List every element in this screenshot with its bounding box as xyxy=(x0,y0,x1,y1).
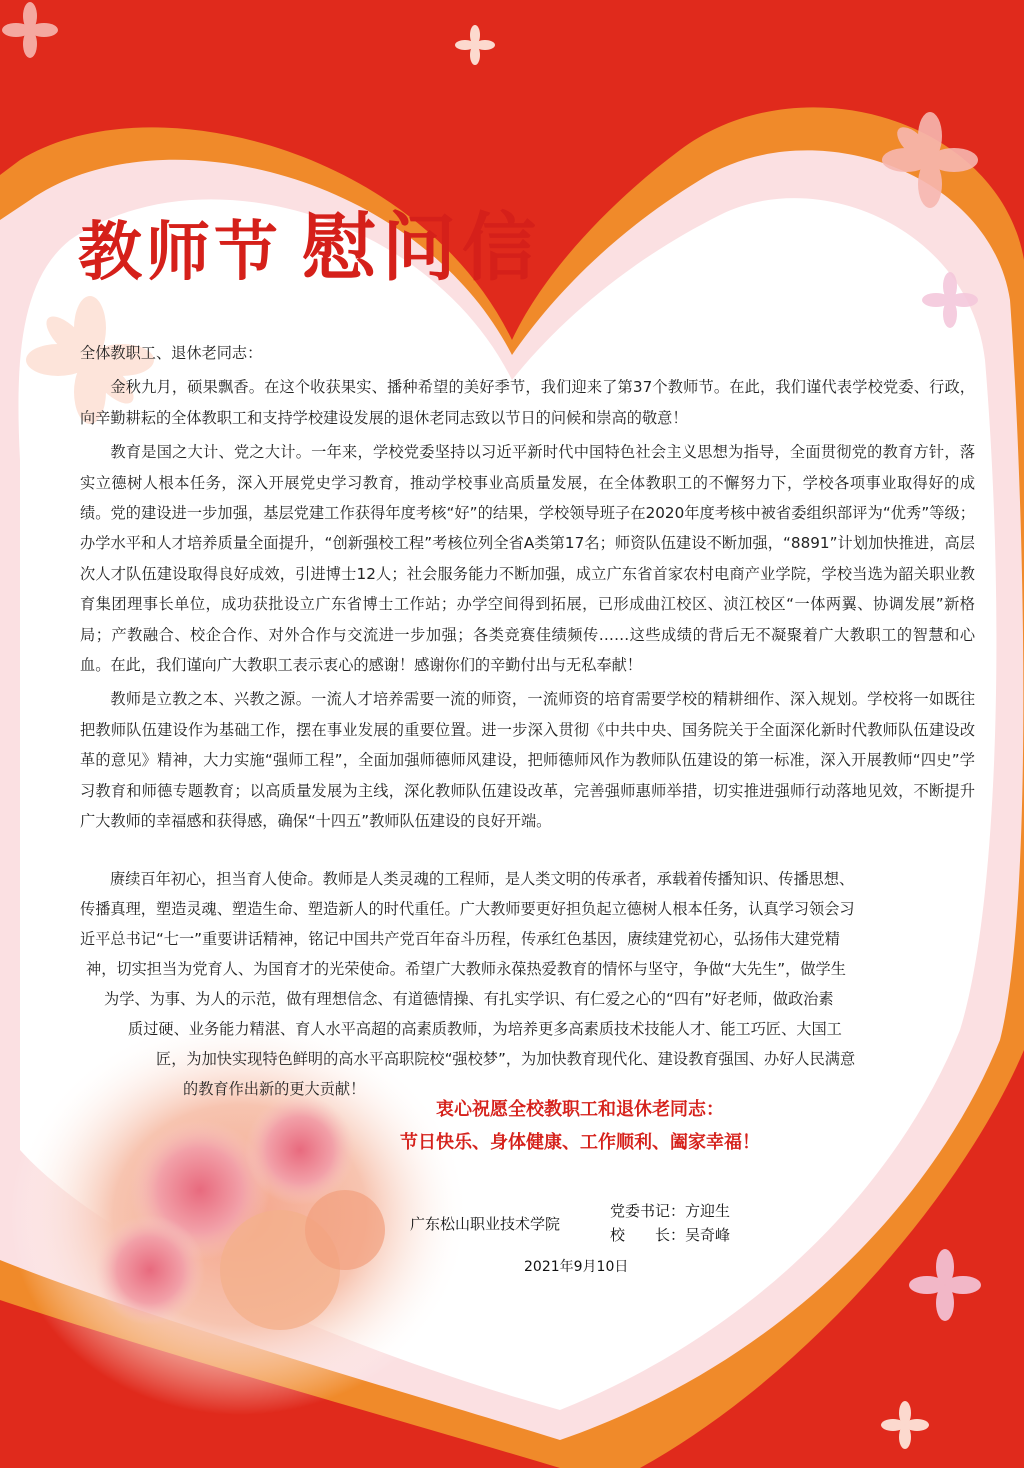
paragraph-4-line: 近平总书记“七一”重要讲话精神，铭记中国共产党百年奋斗历程，传承红色基因，赓续建党初心，弘扬伟大建党精 xyxy=(80,930,840,948)
title-condolence-letter: 慰问信 xyxy=(302,205,542,291)
paragraph-1: 金秋九月，硕果飘香。在这个收获果实、播种希望的美好季节，我们迎来了第37个教师节。在此，我们谨代表学校党委、行政，向辛勤耕耘的全体教职工和支持学校建设发展的退休老同志致以节日的问候和崇高的敬意！ xyxy=(80,378,975,427)
wish-line-1: 衷心祝愿全校教职工和退休老同志： xyxy=(436,1099,724,1120)
salutation: 全体教职工、退休老同志： xyxy=(80,344,263,362)
paragraph-3: 教师是立教之本、兴教之源。一流人才培养需要一流的师资，一流师资的培育需要学校的精耕细作、深入规划。学校将一如既往把教师队伍建设作为基础工作，摆在事业发展的重要位置。进一步深入贯彻《中共中央、国务院关于全面深化新时代教师队伍建设改革的意见》精神，大力实施“强师工程”，全面加强师德师风建设，把师德师风作为教师队伍建设的第一标准，深入开展教师“四史”学习教育和师德专题教育；以高质量发展为主线，深化教师队伍建设改革，完善强师惠师举措，切实推进强师行动落地见效，不断提升广大教师的幸福感和获得感，确保“十四五”教师队伍建设的良好开端。 xyxy=(80,690,975,831)
letter-date: 2021年9月10日 xyxy=(524,1259,629,1275)
page-title xyxy=(78,195,542,291)
school-name: 广东松山职业技术学院 xyxy=(410,1215,561,1233)
paragraph-4-line: 质过硬、业务能力精湛、育人水平高超的高素质教师，为培养更多高素质技术技能人才、能工巧匠、大国工 xyxy=(128,1020,842,1038)
paragraph-4-line: 匠，为加快实现特色鲜明的高水平高职院校“强校梦”，为加快教育现代化、建设教育强国、办好人民满意 xyxy=(156,1050,856,1068)
president: 校 长：吴奇峰 xyxy=(610,1226,731,1244)
paragraph-4-line: 为学、为事、为人的示范，做有理想信念、有道德情操、有扎实学识、有仁爱之心的“四有”好老师，做政治素 xyxy=(104,990,834,1008)
letter-body xyxy=(80,338,975,841)
party-secretary: 党委书记：方迎生 xyxy=(610,1202,731,1220)
paragraph-4-line: 的教育作出新的更大贡献！ xyxy=(183,1080,366,1098)
paragraph-4-line: 赓续百年初心，担当育人使命。教师是人类灵魂的工程师，是人类文明的传承者，承载着传播知识、传播思想、 xyxy=(110,870,855,888)
wish-line-2: 节日快乐、身体健康、工作顺利、阖家幸福！ xyxy=(400,1132,760,1153)
paragraph-4-line: 传播真理，塑造灵魂、塑造生命、塑造新人的时代重任。广大教师要更好担负起立德树人根本任务，认真学习领会习 xyxy=(80,900,855,918)
paragraph-2: 教育是国之大计、党之大计。一年来，学校党委坚持以习近平新时代中国特色社会主义思想为指导，全面贯彻党的教育方针，落实立德树人根本任务，深入开展党史学习教育，推动学校事业高质量发展，在全体教职工的不懈努力下，学校各项事业取得好的成绩。党的建设进一步加强，基层党建工作获得年度考核“好”的结果，学校领导班子在2020年度考核中被省委组织部评为“优秀”等级；办学水平和人才培养质量全面提升，“创新强校工程”考核位列全省A类第17名；师资队伍建设不断加强，“8891”计划加快推进，高层次人才队伍建设取得良好成效，引进博士12人；社会服务能力不断加强，成立广东省首家农村电商产业学院，学校当选为韶关职业教育集团理事长单位，成功获批设立广东省博士工作站；办学空间得到拓展，已形成曲江校区、浈江校区“一体两翼、协调发展”新格局；产教融合、校企合作、对外合作与交流进一步加强；各类竞赛佳绩频传……这些成绩的背后无不凝聚着广大教职工的智慧和心血。在此，我们谨向广大教职工表示衷心的感谢！感谢你们的辛勤付出与无私奉献！ xyxy=(80,443,975,675)
title-teachers-day: 教师节 xyxy=(78,216,282,290)
paragraph-4-line: 神，切实担当为党育人、为国育才的光荣使命。希望广大教师永葆热爱教育的情怀与坚守，争做“大先生”，做学生 xyxy=(86,960,846,978)
